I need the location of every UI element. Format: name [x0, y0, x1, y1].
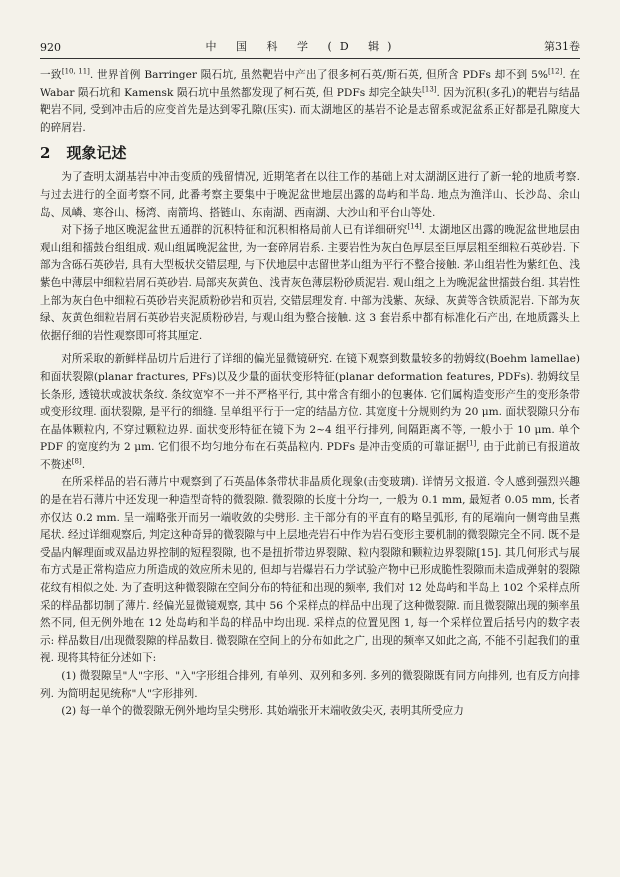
volume-label: 第31卷: [543, 40, 580, 53]
journal-title: 中 国 科 学 (D 辑): [205, 40, 400, 53]
body-paragraph: 为了查明太湖基岩中冲击变质的残留情况, 近期笔者在以往工作的基础上对太湖湖区进行了新一轮的地质考察. 与过去进行的全面考察不同, 此番考察主要集中于晚泥盆世地层出露的岛屿和半岛. 地点为渔洋山、长沙岛、余山岛、凤嶙、寒谷山、杨湾、南箭坞、搭链山、东南湖、西南湖、大沙山和平台山等处.: [40, 171, 580, 219]
page-number: 920: [40, 41, 61, 54]
section-number: 2: [40, 144, 51, 163]
section-title: 现象记述: [66, 144, 127, 163]
running-header: [40, 38, 580, 59]
citation[interactable]: [13]: [422, 85, 437, 94]
body-paragraph: 对下扬子地区晚泥盆世五通群的沉积特征和沉积相格局前人已有详细研究[14]. 太湖地区出露的晚泥盆世地层由观山组和擂鼓台组组成. 观山组属晚泥盆世, 为一套碎屑岩系. 主要岩性为灰白色厚层至巨厚层粗至细粒石英砂岩. 下部为含砾石英砂岩, 具有大型板状交错层理, 与下伏地层中志留世茅山组为平行不整合接触. 茅山组岩性为紫红色、浅紫色中薄层中细粒岩屑石英砂岩. 局部夹灰黄色、浅青灰色薄层粉砂质泥岩. 观山组之上为晚泥盆世擂鼓台组. 其岩性上部为灰白色中细粒石英砂岩夹泥质粉砂岩和页岩, 交错层理发育. 中部为浅紫、灰绿、灰黄等含铁质泥岩. 下部为灰绿、灰黄色细粒岩屑石英砂岩夹泥质粉砂岩, 与观山组为整合接触. 这 3 套岩系中都有标准化石产出, 在地质露头上依据仔细的岩性观察即可将其厘定.: [40, 222, 581, 342]
list-item: (1) 微裂隙呈"人"字形、"入"字形组合排列, 有单列、双列和多列. 多列的微裂隙既有同方向排列, 也有反方向排列. 为简明起见统称"人"字形排列.: [40, 670, 580, 700]
citation[interactable]: [12]: [547, 67, 563, 76]
list-item: (2) 每一单个的微裂隙无例外地均呈尖劈形. 其始端张开末端收敛尖灭, 表明其所受应力: [61, 705, 464, 718]
citation[interactable]: [8]: [71, 457, 82, 466]
body-paragraph: 对所采取的新鲜样品切片后进行了详细的偏光显微镜研究. 在镜下观察到数量较多的勃姆纹(Boehm lamellae)和面状裂隙(planar fractures, PFs)以及少量的面状变形特征(planar deformation features, PDFs). 勃姆纹呈长条形, 透镜状或波状条纹. 条纹宽窄不一并不严格平行, 其中常含有细小的包裹体. 它们属构造变形产生的变形条带或变形纹理. 面状裂隙, 是平行的细缝. 呈单组平行于一定的结晶方位. 其宽度十分规则约为 20 μm. 面状裂隙只分布在晶体颗粒内, 不穿过颗粒边界. 面状变形特征在镜下为 2~4 组平行排列, 间隔距离不等, 一般小于 10 μm. 单个 PDF 的宽度约为 2 μm. 它们很不均匀地分布在石英晶粒内. PDFs 是冲击变质的可靠证据[1], 由于此前已有报道故不赘述[8].: [40, 353, 580, 471]
page: [40, 38, 580, 721]
section-heading: [40, 143, 580, 163]
citation[interactable]: [10, 11]: [61, 67, 90, 76]
citation[interactable]: [1]: [466, 439, 477, 448]
intro-paragraph: 一致[10, 11]. 世界首例 Barringer 陨石坑, 虽然靶岩中产出了很多柯石英/斯石英, 但所含 PDFs 却不到 5%[12]. 在 Wabar 陨石坑和 Kamensk 陨石坑中虽然都发现了柯石英, 但 PDFs 却完全缺失[13]. 因为沉积(多孔)的靶岩与结晶靶岩不同, 受到冲击后的应变首先是达到零孔隙(压实). 而太湖地区的基岩不论是志留系或泥盆系正好都是孔隙度大的碎屑岩.: [40, 67, 581, 134]
body-paragraph: 在所采样品的岩石薄片中观察到了石英晶体条带状非晶质化现象(击变玻璃). 详情另文报道. 令人感到强烈兴趣的是在岩石薄片中还发现一种造型奇特的微裂隙. 微裂隙的长度十分均一, 一般为 0.1 mm, 最短者 0.05 mm, 长者亦仅达 0.2 mm. 呈一端略张开而另一端收敛的尖劈形. 主干部分有的平直有的略呈弧形, 有的尾端向一侧弯曲呈燕尾状. 经过详细观察后, 判定这种奇异的微裂隙与中上层地壳岩石中作为岩石变形主要机制的微裂隙完全不同. 既不是受晶内解理面或双晶边界控制的短程裂隙, 也不是扭折带边界裂隙、粒内裂隙和颗粒边界裂隙[15]. 其几何形式与展布方式是正常构造应力所造成的效应所未见的, 但却与岩爆岩石力学试验产物中已形成脆性裂隙而未造成弹射的裂隙花纹有相似之处. 为了查明这种微裂隙在空间分布的特征和出现的频率, 我们对 12 处岛屿和半岛上 102 个采样点所采的样品都切制了薄片. 经偏光显微镜观察, 其中 56 个采样点的样品中出现了这种微裂隙. 而且微裂隙出现的频率虽然不同, 但无例外地在 12 处岛屿和半岛的样品中均出现. 采样点的位置见图 1, 每一个采样位置后括号内的数字表示: 样品数目/出现微裂隙的样品数目. 微裂隙在空间上的分布如此之广, 出现的频率又如此之高, 不能不引起我们的重视. 现将其特征分述如下:: [40, 476, 580, 665]
citation[interactable]: [14]: [407, 222, 422, 231]
